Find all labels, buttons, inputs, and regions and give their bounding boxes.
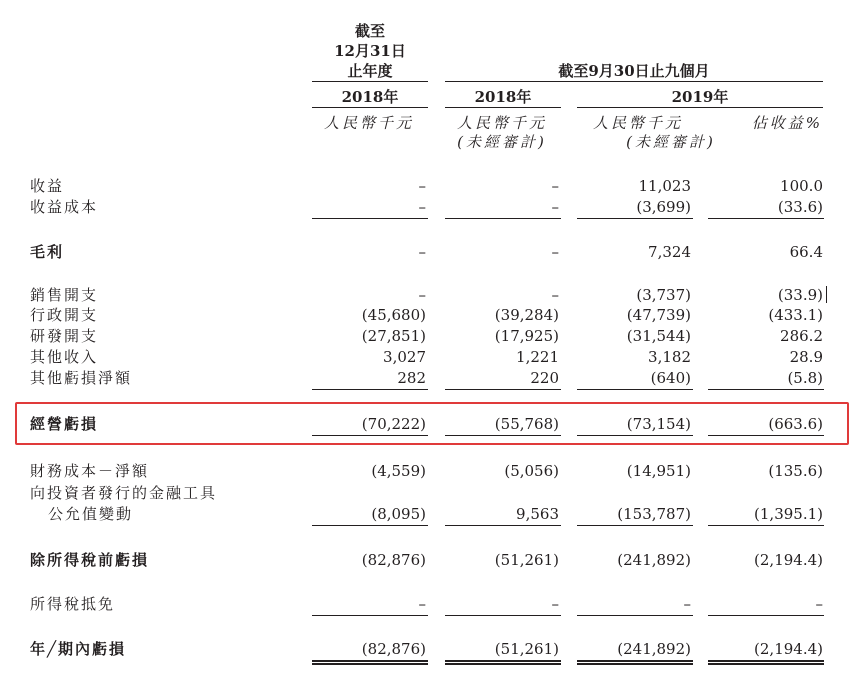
cell: (1,395.1) bbox=[754, 505, 823, 523]
subtotal-rule bbox=[577, 389, 693, 390]
cell: (33.9) bbox=[777, 286, 823, 304]
header-rule bbox=[312, 81, 428, 82]
cell: (51,261) bbox=[494, 640, 559, 658]
cell: – bbox=[551, 177, 559, 195]
header-unaudited: (未經審計) bbox=[626, 133, 716, 151]
cell: (3,737) bbox=[636, 286, 691, 304]
subtotal-rule bbox=[312, 435, 428, 436]
subtotal-rule bbox=[312, 615, 428, 616]
cell: – bbox=[418, 595, 426, 613]
cell: (17,925) bbox=[494, 327, 559, 345]
cell: (51,261) bbox=[494, 551, 559, 569]
cell: 7,324 bbox=[648, 243, 691, 261]
cell: 3,027 bbox=[383, 348, 426, 366]
header-rule bbox=[445, 107, 561, 108]
cell: (2,194.4) bbox=[754, 640, 823, 658]
cell: (5.8) bbox=[787, 369, 823, 387]
total-double-rule bbox=[445, 660, 561, 665]
header-rule bbox=[577, 107, 823, 108]
subtotal-rule bbox=[708, 525, 824, 526]
header-unaudited: (未經審計) bbox=[457, 133, 547, 151]
cell: 220 bbox=[530, 369, 559, 387]
row-label-income-tax-credit: 所得稅抵免 bbox=[30, 595, 116, 613]
row-label-cost-of-revenue: 收益成本 bbox=[30, 198, 99, 216]
cell: (8,095) bbox=[371, 505, 426, 523]
cell: (663.6) bbox=[768, 415, 823, 433]
cell: (27,851) bbox=[361, 327, 426, 345]
header-year-ended-line3: 止年度 bbox=[347, 62, 393, 80]
row-label-loss-for-period: 年╱期內虧損 bbox=[30, 640, 127, 658]
cell: (70,222) bbox=[361, 415, 426, 433]
cell: 9,563 bbox=[516, 505, 559, 523]
subtotal-rule bbox=[445, 435, 561, 436]
header-year-ended-line1: 截至 bbox=[354, 22, 385, 40]
subtotal-rule bbox=[445, 525, 561, 526]
header-col-year: 2019年 bbox=[671, 88, 729, 106]
subtotal-rule bbox=[708, 615, 824, 616]
header-unit: 人民幣千元 bbox=[456, 114, 547, 132]
cell: (31,544) bbox=[626, 327, 691, 345]
cell: (82,876) bbox=[361, 551, 426, 569]
total-double-rule bbox=[312, 660, 428, 665]
row-label-finance-costs-net: 財務成本－淨額 bbox=[30, 462, 150, 480]
header-pct-revenue: 佔收益% bbox=[751, 114, 823, 132]
row-label-financial-instruments: 向投資者發行的金融工具 bbox=[30, 484, 218, 502]
row-label-fair-value-changes: 公允值變動 bbox=[48, 505, 134, 523]
cell: 28.9 bbox=[789, 348, 823, 366]
total-double-rule bbox=[708, 660, 824, 665]
cell: (82,876) bbox=[361, 640, 426, 658]
cell: (3,699) bbox=[636, 198, 691, 216]
cell: (5,056) bbox=[504, 462, 559, 480]
cell: 282 bbox=[397, 369, 426, 387]
cell: – bbox=[683, 595, 691, 613]
subtotal-rule bbox=[577, 435, 693, 436]
header-rule bbox=[312, 107, 428, 108]
cell: (135.6) bbox=[768, 462, 823, 480]
cell: (4,559) bbox=[371, 462, 426, 480]
cell: (33.6) bbox=[777, 198, 823, 216]
header-year-ended-line2: 12月31日 bbox=[334, 42, 406, 60]
subtotal-rule bbox=[445, 389, 561, 390]
cell: (433.1) bbox=[768, 306, 823, 324]
header-nine-months: 截至9月30日止九個月 bbox=[558, 62, 710, 80]
cell: (153,787) bbox=[617, 505, 691, 523]
cell: – bbox=[815, 595, 823, 613]
cell: (45,680) bbox=[361, 306, 426, 324]
cell: – bbox=[418, 177, 426, 195]
cell: – bbox=[551, 286, 559, 304]
subtotal-rule bbox=[312, 389, 428, 390]
subtotal-rule bbox=[577, 525, 693, 526]
subtotal-rule bbox=[708, 218, 824, 219]
header-unit: 人民幣千元 bbox=[323, 114, 414, 132]
cell: 100.0 bbox=[780, 177, 823, 195]
row-label-rnd-expenses: 研發開支 bbox=[30, 327, 99, 345]
cell: 11,023 bbox=[638, 177, 691, 195]
cell: (55,768) bbox=[494, 415, 559, 433]
cell: – bbox=[418, 286, 426, 304]
cell: 1,221 bbox=[516, 348, 559, 366]
cell: 3,182 bbox=[648, 348, 691, 366]
row-label-gross-profit: 毛利 bbox=[30, 243, 65, 261]
subtotal-rule bbox=[577, 615, 693, 616]
cell: (640) bbox=[650, 369, 691, 387]
subtotal-rule bbox=[708, 435, 824, 436]
cell: (47,739) bbox=[626, 306, 691, 324]
cell: 286.2 bbox=[780, 327, 823, 345]
subtotal-rule bbox=[445, 615, 561, 616]
cell: – bbox=[551, 595, 559, 613]
subtotal-rule bbox=[445, 218, 561, 219]
cell: (241,892) bbox=[617, 551, 691, 569]
row-label-selling-expenses: 銷售開支 bbox=[30, 286, 99, 304]
subtotal-rule bbox=[577, 218, 693, 219]
row-label-admin-expenses: 行政開支 bbox=[30, 306, 99, 324]
text-cursor bbox=[826, 286, 827, 303]
subtotal-rule bbox=[312, 218, 428, 219]
header-rule bbox=[445, 81, 823, 82]
row-label-loss-before-tax: 除所得稅前虧損 bbox=[30, 551, 150, 569]
subtotal-rule bbox=[708, 389, 824, 390]
cell: – bbox=[418, 243, 426, 261]
cell: 66.4 bbox=[789, 243, 823, 261]
cell: (2,194.4) bbox=[754, 551, 823, 569]
cell: – bbox=[418, 198, 426, 216]
cell: (241,892) bbox=[617, 640, 691, 658]
cell: (73,154) bbox=[626, 415, 691, 433]
cell: – bbox=[551, 198, 559, 216]
header-col-year: 2018年 bbox=[474, 88, 532, 106]
row-label-revenue: 收益 bbox=[30, 177, 65, 195]
header-unit: 人民幣千元 bbox=[592, 114, 683, 132]
total-double-rule bbox=[577, 660, 693, 665]
row-label-other-losses-net: 其他虧損淨額 bbox=[30, 369, 133, 387]
cell: (14,951) bbox=[626, 462, 691, 480]
header-col-year: 2018年 bbox=[341, 88, 399, 106]
subtotal-rule bbox=[312, 525, 428, 526]
cell: – bbox=[551, 243, 559, 261]
cell: (39,284) bbox=[494, 306, 559, 324]
row-label-operating-loss: 經營虧損 bbox=[30, 415, 99, 433]
row-label-other-income: 其他收入 bbox=[30, 348, 99, 366]
